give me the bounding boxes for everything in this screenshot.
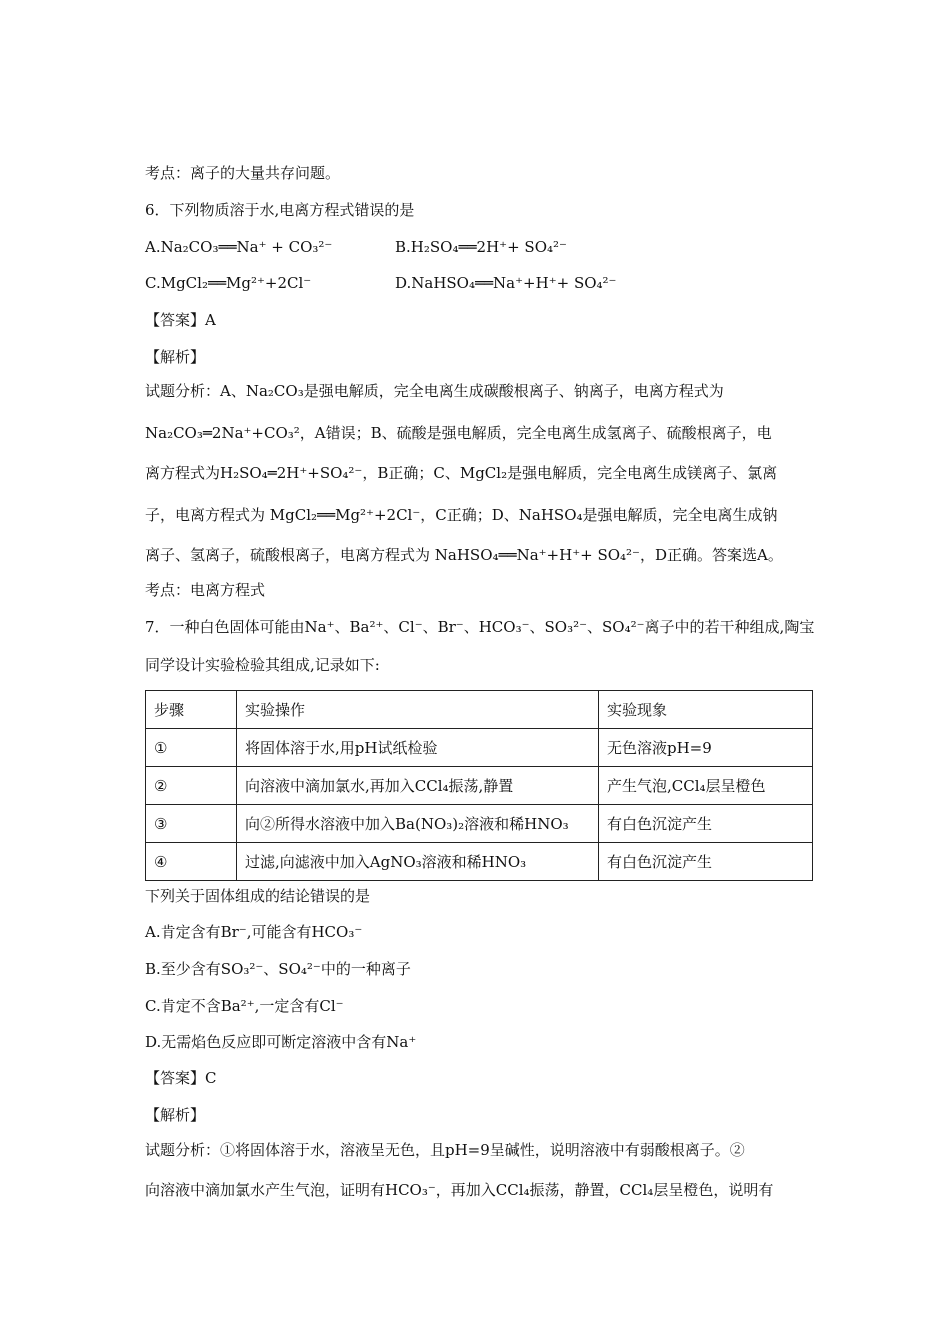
table-cell: ② bbox=[146, 767, 237, 805]
table-row bbox=[146, 729, 813, 767]
table-cell: 将固体溶于水,用pH试纸检验 bbox=[237, 729, 599, 767]
table-header-cell: 实验现象 bbox=[599, 691, 813, 729]
q7-question: 下列关于固体组成的结论错误的是 bbox=[145, 887, 371, 905]
q7-answer: 【答案】C bbox=[145, 1069, 217, 1087]
q6-option-c: C.MgCl₂══Mg²⁺+2Cl⁻ bbox=[145, 274, 312, 292]
table-header-cell: 实验操作 bbox=[237, 691, 599, 729]
q6-kaodian: 考点：电离方程式 bbox=[145, 581, 266, 599]
q7-option-b: B.至少含有SO₃²⁻、SO₄²⁻中的一种离子 bbox=[145, 960, 411, 978]
q7-analysis-label: 【解析】 bbox=[145, 1106, 206, 1124]
table-cell: ① bbox=[146, 729, 237, 767]
q7-analysis-line: 试题分析：①将固体溶于水，溶液呈无色，且pH=9呈碱性，说明溶液中有弱酸根离子。② bbox=[145, 1141, 745, 1159]
q6-analysis-line: 试题分析：A、Na₂CO₃是强电解质，完全电离生成碳酸根离子、钠离子，电离方程式为 bbox=[145, 382, 724, 400]
q6-analysis-line: 离方程式为H₂SO₄═2H⁺+SO₄²⁻，B正确；C、MgCl₂是强电解质，完全电离生成镁离子、氯离 bbox=[145, 464, 778, 482]
table-cell: 过滤,向滤液中加入AgNO₃溶液和稀HNO₃ bbox=[237, 843, 599, 881]
experiment-table bbox=[145, 690, 813, 881]
table-row bbox=[146, 767, 813, 805]
q7-stem-continued: 同学设计实验检验其组成,记录如下: bbox=[145, 656, 380, 674]
table-cell: 有白色沉淀产生 bbox=[599, 843, 813, 881]
q6-analysis-label: 【解析】 bbox=[145, 348, 206, 366]
q6-option-b: B.H₂SO₄══2H⁺+ SO₄²⁻ bbox=[395, 238, 567, 256]
table-cell: 向②所得水溶液中加入Ba(NO₃)₂溶液和稀HNO₃ bbox=[237, 805, 599, 843]
table-row bbox=[146, 843, 813, 881]
q5-kaodian: 考点：离子的大量共存问题。 bbox=[145, 164, 341, 182]
table-cell: 向溶液中滴加氯水,再加入CCl₄振荡,静置 bbox=[237, 767, 599, 805]
q6-option-d: D.NaHSO₄══Na⁺+H⁺+ SO₄²⁻ bbox=[395, 274, 617, 292]
q6-analysis-line: 离子、氢离子，硫酸根离子，电离方程式为 NaHSO₄══Na⁺+H⁺+ SO₄²⁻，D正确。答案选A。 bbox=[145, 546, 783, 564]
q7-option-a: A.肯定含有Br⁻,可能含有HCO₃⁻ bbox=[145, 923, 363, 941]
q6-answer: 【答案】A bbox=[145, 311, 216, 329]
q6-stem: 6．下列物质溶于水,电离方程式错误的是 bbox=[145, 201, 415, 219]
q7-analysis-line: 向溶液中滴加氯水产生气泡，证明有HCO₃⁻，再加入CCl₄振荡，静置，CCl₄层呈橙色，说明有 bbox=[145, 1181, 774, 1199]
table-cell: ③ bbox=[146, 805, 237, 843]
table-cell: 产生气泡,CCl₄层呈橙色 bbox=[599, 767, 813, 805]
q6-analysis-line: Na₂CO₃═2Na⁺+CO₃²，A错误；B、硫酸是强电解质，完全电离生成氢离子、硫酸根离子，电 bbox=[145, 424, 772, 442]
table-header-row bbox=[146, 691, 813, 729]
table-row bbox=[146, 805, 813, 843]
q7-stem: 7．一种白色固体可能由Na⁺、Ba²⁺、Cl⁻、Br⁻、HCO₃⁻、SO₃²⁻、SO₄²⁻离子中的若干种组成,陶宝 bbox=[145, 618, 815, 636]
table-cell: ④ bbox=[146, 843, 237, 881]
q6-analysis-line: 子，电离方程式为 MgCl₂══Mg²⁺+2Cl⁻，C正确；D、NaHSO₄是强电解质，完全电离生成钠 bbox=[145, 506, 778, 524]
q7-option-c: C.肯定不含Ba²⁺,一定含有Cl⁻ bbox=[145, 997, 344, 1015]
table-header-cell: 步骤 bbox=[146, 691, 237, 729]
q6-option-a: A.Na₂CO₃══Na⁺ + CO₃²⁻ bbox=[145, 238, 333, 256]
q7-option-d: D.无需焰色反应即可断定溶液中含有Na⁺ bbox=[145, 1033, 417, 1051]
table-cell: 有白色沉淀产生 bbox=[599, 805, 813, 843]
table-cell: 无色溶液pH=9 bbox=[599, 729, 813, 767]
